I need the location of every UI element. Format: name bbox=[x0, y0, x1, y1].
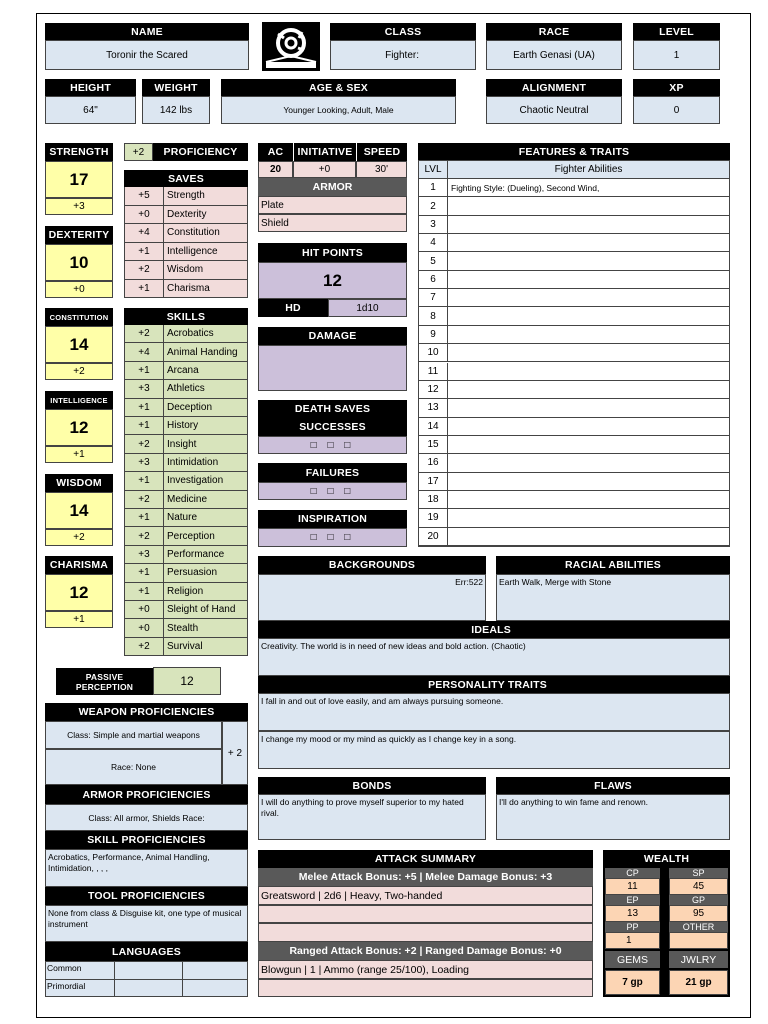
ability-modifier-5[interactable]: +1 bbox=[45, 611, 113, 628]
wealth-header: WEALTH bbox=[603, 850, 730, 868]
skill-mod: +2 bbox=[125, 435, 164, 452]
skill-row[interactable] bbox=[124, 325, 248, 343]
skill-mod: +1 bbox=[125, 564, 164, 581]
alignment-header: ALIGNMENT bbox=[486, 79, 622, 96]
ability-modifier-2[interactable]: +2 bbox=[45, 363, 113, 380]
ranged-weapon-row-empty[interactable] bbox=[258, 979, 593, 997]
skill-row[interactable] bbox=[124, 435, 248, 453]
skills-header: SKILLS bbox=[124, 308, 248, 325]
feature-row[interactable] bbox=[419, 454, 729, 472]
failures-header: FAILURES bbox=[258, 463, 407, 482]
damage-header: DAMAGE bbox=[258, 327, 407, 345]
sp-value[interactable]: 45 bbox=[669, 878, 728, 895]
skill-mod: +3 bbox=[125, 380, 164, 397]
gems-label: GEMS bbox=[605, 951, 660, 968]
agesex-field[interactable]: Younger Looking, Adult, Male bbox=[221, 96, 456, 124]
skill-name: Insight bbox=[167, 438, 197, 450]
hp-header: HIT POINTS bbox=[258, 243, 407, 262]
feature-text bbox=[448, 216, 729, 233]
ranged-weapon-row[interactable]: Blowgun | 1 | Ammo (range 25/100), Loading bbox=[258, 960, 593, 979]
skill-name: Medicine bbox=[167, 493, 208, 505]
passive-label: PASSIVE bbox=[85, 671, 124, 682]
skill-row[interactable] bbox=[124, 472, 248, 490]
feature-text bbox=[448, 289, 729, 306]
feature-row[interactable] bbox=[419, 326, 729, 344]
feature-level: 8 bbox=[419, 307, 448, 324]
level-field[interactable]: 1 bbox=[633, 40, 720, 70]
feature-row[interactable] bbox=[419, 436, 729, 454]
ability-score-4[interactable]: 14 bbox=[45, 492, 113, 529]
pp-value[interactable]: 1 bbox=[605, 932, 660, 949]
bonds-header: BONDS bbox=[258, 777, 486, 794]
feature-row[interactable] bbox=[419, 307, 729, 325]
hp-value[interactable]: 12 bbox=[258, 262, 407, 299]
ability-label-2: CONSTITUTION bbox=[45, 308, 113, 326]
feature-text bbox=[448, 363, 729, 380]
flaws-field[interactable]: I'll do anything to win fame and renown. bbox=[496, 794, 730, 840]
save-row[interactable] bbox=[124, 261, 248, 280]
fighter-abilities-label: Fighter Abilities bbox=[554, 164, 623, 175]
save-mod: +0 bbox=[125, 206, 164, 224]
armor-prof-field[interactable]: Class: All armor, Shields Race: bbox=[45, 804, 248, 831]
feature-row[interactable] bbox=[419, 509, 729, 527]
feature-text bbox=[448, 436, 729, 453]
feature-level: 14 bbox=[419, 418, 448, 435]
armor-item[interactable]: Plate bbox=[258, 196, 407, 214]
skill-name: Nature bbox=[167, 512, 198, 524]
feature-level: 10 bbox=[419, 344, 448, 361]
feature-row[interactable] bbox=[419, 418, 729, 436]
feature-text bbox=[448, 344, 729, 361]
height-field[interactable]: 64" bbox=[45, 96, 136, 124]
feature-text bbox=[448, 491, 729, 508]
ability-label-5: CHARISMA bbox=[45, 556, 113, 574]
ability-label-1: DEXTERITY bbox=[45, 226, 113, 244]
skill-row[interactable] bbox=[124, 619, 248, 637]
melee-weapon-row-empty[interactable] bbox=[258, 923, 593, 942]
level-header: LEVEL bbox=[633, 23, 720, 40]
feature-text bbox=[448, 381, 729, 398]
melee-bonus-bar: Melee Attack Bonus: +5 | Melee Damage Bonus: +3 bbox=[258, 868, 593, 886]
save-name: Constitution bbox=[167, 227, 220, 239]
feature-level: 9 bbox=[419, 326, 448, 343]
save-row[interactable] bbox=[124, 224, 248, 243]
feature-level: 6 bbox=[419, 271, 448, 288]
feature-row[interactable] bbox=[419, 528, 729, 546]
ability-label-0: STRENGTH bbox=[45, 143, 113, 161]
gp-value[interactable]: 95 bbox=[669, 905, 728, 922]
feature-row[interactable] bbox=[419, 252, 729, 270]
skill-row[interactable] bbox=[124, 454, 248, 472]
language-item[interactable]: Primordial bbox=[47, 981, 86, 991]
personality-header: PERSONALITY TRAITS bbox=[258, 676, 730, 693]
melee-weapon-row-empty[interactable] bbox=[258, 905, 593, 923]
skill-row[interactable] bbox=[124, 527, 248, 545]
failures-checkboxes[interactable]: □ □ □ bbox=[258, 482, 407, 500]
successes-checkboxes[interactable]: □ □ □ bbox=[258, 436, 407, 454]
feature-level: 1 bbox=[419, 179, 448, 196]
ideals-field[interactable]: Creativity. The world is in need of new ideas and bold action. (Chaotic) bbox=[258, 638, 730, 676]
feature-row[interactable] bbox=[419, 344, 729, 362]
gems-value[interactable]: 7 gp bbox=[605, 970, 660, 995]
weight-header: WEIGHT bbox=[142, 79, 210, 96]
feature-level: 13 bbox=[419, 399, 448, 416]
backgrounds-field[interactable]: Err:522 bbox=[258, 574, 486, 621]
ability-label-4: WISDOM bbox=[45, 474, 113, 492]
skill-name: Arcana bbox=[167, 364, 199, 376]
ability-label-3: INTELLIGENCE bbox=[45, 391, 113, 409]
skill-mod: +4 bbox=[125, 343, 164, 360]
skill-row[interactable] bbox=[124, 362, 248, 380]
personality-field-1[interactable]: I fall in and out of love easily, and am always pursuing someone. bbox=[258, 693, 730, 731]
ideals-header: IDEALS bbox=[258, 621, 730, 638]
tool-prof-field[interactable]: None from class & Disguise kit, one type of musical instrument bbox=[45, 905, 248, 942]
inspiration-checkboxes[interactable]: □ □ □ bbox=[258, 528, 407, 547]
feature-row[interactable] bbox=[419, 216, 729, 234]
feature-row[interactable] bbox=[419, 473, 729, 491]
skill-mod: +2 bbox=[125, 638, 164, 655]
ability-score-5[interactable]: 12 bbox=[45, 574, 113, 611]
feature-level: 5 bbox=[419, 252, 448, 269]
attack-summary-header: ATTACK SUMMARY bbox=[258, 850, 593, 868]
skill-name: Religion bbox=[167, 585, 204, 597]
feature-level: 18 bbox=[419, 491, 448, 508]
feature-text bbox=[448, 252, 729, 269]
feature-row[interactable] bbox=[419, 234, 729, 252]
skill-row[interactable] bbox=[124, 380, 248, 398]
melee-weapon-row[interactable]: Greatsword | 2d6 | Heavy, Two-handed bbox=[258, 886, 593, 905]
skill-mod: +3 bbox=[125, 546, 164, 563]
skill-row[interactable] bbox=[124, 601, 248, 619]
skill-mod: +2 bbox=[125, 491, 164, 508]
passive-perception-label bbox=[56, 668, 153, 695]
feature-level: 17 bbox=[419, 473, 448, 490]
ability-score-0[interactable]: 17 bbox=[45, 161, 113, 198]
feature-text bbox=[448, 326, 729, 343]
skill-name: Sleight of Hand bbox=[167, 604, 236, 616]
ability-modifier-1[interactable]: +0 bbox=[45, 281, 113, 298]
skill-mod: +0 bbox=[125, 601, 164, 618]
save-row[interactable] bbox=[124, 206, 248, 225]
skill-mod: +2 bbox=[125, 527, 164, 544]
skill-name: Acrobatics bbox=[167, 328, 214, 340]
skill-name: Intimidation bbox=[167, 456, 219, 468]
save-name: Intelligence bbox=[167, 245, 218, 257]
skill-name: Survival bbox=[167, 640, 203, 652]
speed-header: SPEED bbox=[356, 143, 407, 161]
bonds-field[interactable]: I will do anything to prove myself superior to my hated rival. bbox=[258, 794, 486, 840]
languages-table bbox=[45, 961, 248, 997]
ranged-bonus-bar: Ranged Attack Bonus: +2 | Ranged Damage Bonus: +0 bbox=[258, 942, 593, 960]
skill-row[interactable] bbox=[124, 564, 248, 582]
skill-mod: +0 bbox=[125, 619, 164, 636]
feature-row[interactable] bbox=[419, 399, 729, 417]
skill-mod: +1 bbox=[125, 362, 164, 379]
feature-level: 15 bbox=[419, 436, 448, 453]
skill-mod: +1 bbox=[125, 417, 164, 434]
save-row[interactable] bbox=[124, 187, 248, 206]
cp-value[interactable]: 11 bbox=[605, 878, 660, 895]
flaws-header: FLAWS bbox=[496, 777, 730, 794]
save-mod: +5 bbox=[125, 187, 164, 205]
damage-field[interactable] bbox=[258, 345, 407, 391]
ability-modifier-0[interactable]: +3 bbox=[45, 198, 113, 215]
jwlry-label: JWLRY bbox=[669, 951, 728, 968]
race-header: RACE bbox=[486, 23, 622, 40]
xp-header: XP bbox=[633, 79, 720, 96]
feature-level: 11 bbox=[419, 363, 448, 380]
skill-mod: +2 bbox=[125, 325, 164, 342]
hd-label: HD bbox=[258, 299, 328, 317]
pp-label: PP bbox=[605, 922, 660, 932]
features-header: FEATURES & TRAITS bbox=[418, 143, 730, 160]
saves-header: SAVES bbox=[124, 170, 248, 187]
ac-header: AC bbox=[258, 143, 293, 161]
skill-name: History bbox=[167, 420, 199, 432]
skill-mod: +1 bbox=[125, 399, 164, 416]
feature-text bbox=[448, 509, 729, 526]
ep-label: EP bbox=[605, 895, 660, 905]
sp-label: SP bbox=[669, 868, 728, 878]
feature-text bbox=[448, 234, 729, 251]
race-field[interactable]: Earth Genasi (UA) bbox=[486, 40, 622, 70]
skill-mod: +1 bbox=[125, 509, 164, 526]
xp-field[interactable]: 0 bbox=[633, 96, 720, 124]
skill-mod: +3 bbox=[125, 454, 164, 471]
skill-row[interactable] bbox=[124, 546, 248, 564]
backgrounds-header: BACKGROUNDS bbox=[258, 556, 486, 574]
logo bbox=[262, 22, 320, 71]
feature-row[interactable] bbox=[419, 179, 729, 197]
skill-name: Persuasion bbox=[167, 567, 218, 579]
class-field[interactable]: Fighter: bbox=[330, 40, 476, 70]
other-label: OTHER bbox=[669, 922, 728, 932]
skill-name: Performance bbox=[167, 548, 225, 560]
features-table bbox=[418, 179, 730, 547]
dragon-logo-icon bbox=[262, 22, 320, 71]
feature-level: 4 bbox=[419, 234, 448, 251]
jwlry-value[interactable]: 21 gp bbox=[669, 970, 728, 995]
skill-mod: +1 bbox=[125, 583, 164, 600]
ep-value[interactable]: 13 bbox=[605, 905, 660, 922]
feature-level: 2 bbox=[419, 197, 448, 214]
feature-text bbox=[448, 454, 729, 471]
proficiency-label: PROFICIENCY bbox=[153, 143, 248, 161]
skill-row[interactable] bbox=[124, 583, 248, 601]
ability-score-1[interactable]: 10 bbox=[45, 244, 113, 281]
save-mod: +1 bbox=[125, 243, 164, 261]
speed-value[interactable]: 30' bbox=[356, 161, 407, 178]
skill-row[interactable] bbox=[124, 417, 248, 435]
feature-level: 7 bbox=[419, 289, 448, 306]
gp-label: GP bbox=[669, 895, 728, 905]
feature-level: 12 bbox=[419, 381, 448, 398]
skill-row[interactable] bbox=[124, 509, 248, 527]
save-name: Strength bbox=[167, 190, 205, 202]
feature-level: 16 bbox=[419, 454, 448, 471]
feature-level: 20 bbox=[419, 528, 448, 545]
feature-row[interactable] bbox=[419, 197, 729, 215]
skill-name: Stealth bbox=[167, 622, 199, 634]
armor-header: ARMOR bbox=[258, 178, 407, 196]
skill-row[interactable] bbox=[124, 343, 248, 361]
armor-prof-header: ARMOR PROFICIENCIES bbox=[45, 785, 248, 804]
lvl-label: LVL bbox=[419, 161, 448, 178]
feature-text bbox=[448, 197, 729, 214]
weapon-prof-race[interactable]: Race: None bbox=[45, 749, 222, 785]
proficiency-value[interactable]: +2 bbox=[124, 143, 153, 161]
racial-header: RACIAL ABILITIES bbox=[496, 556, 730, 574]
ability-modifier-4[interactable]: +2 bbox=[45, 529, 113, 546]
ability-score-3[interactable]: 12 bbox=[45, 409, 113, 446]
features-subheader bbox=[418, 160, 730, 179]
language-item[interactable]: Common bbox=[47, 963, 82, 973]
skill-name: Deception bbox=[167, 401, 213, 413]
skill-mod: +1 bbox=[125, 472, 164, 489]
feature-row[interactable] bbox=[419, 363, 729, 381]
feature-row[interactable] bbox=[419, 491, 729, 509]
skill-row[interactable] bbox=[124, 491, 248, 509]
other-value[interactable] bbox=[669, 932, 728, 949]
alignment-field[interactable]: Chaotic Neutral bbox=[486, 96, 622, 124]
feature-text bbox=[448, 307, 729, 324]
ac-value[interactable]: 20 bbox=[258, 161, 293, 178]
save-mod: +1 bbox=[125, 280, 164, 298]
feature-text bbox=[448, 528, 729, 545]
cp-label: CP bbox=[605, 868, 660, 878]
feature-text bbox=[448, 271, 729, 288]
weapon-prof-class[interactable]: Class: Simple and martial weapons bbox=[45, 721, 222, 749]
feature-level: 3 bbox=[419, 216, 448, 233]
ability-modifier-3[interactable]: +1 bbox=[45, 446, 113, 463]
skill-name: Investigation bbox=[167, 475, 224, 487]
save-name: Charisma bbox=[167, 282, 210, 294]
weapon-prof-bonus[interactable]: + 2 bbox=[222, 721, 248, 785]
save-row[interactable] bbox=[124, 243, 248, 262]
death-saves-header: DEATH SAVES bbox=[258, 400, 407, 418]
skill-name: Animal Handing bbox=[167, 346, 238, 358]
personality-field-2[interactable]: I change my mood or my mind as quickly as I change key in a song. bbox=[258, 731, 730, 769]
feature-row[interactable] bbox=[419, 289, 729, 307]
feature-text: Fighting Style: (Dueling), Second Wind, bbox=[451, 182, 600, 193]
languages-header: LANGUAGES bbox=[45, 942, 248, 961]
save-mod: +4 bbox=[125, 224, 164, 242]
skill-name: Athletics bbox=[167, 383, 205, 395]
hd-value[interactable]: 1d10 bbox=[328, 299, 407, 317]
successes-header: SUCCESSES bbox=[258, 418, 407, 436]
inspiration-header: INSPIRATION bbox=[258, 510, 407, 528]
feature-text bbox=[448, 399, 729, 416]
height-header: HEIGHT bbox=[45, 79, 136, 96]
skill-row[interactable] bbox=[124, 399, 248, 417]
agesex-header: AGE & SEX bbox=[221, 79, 456, 96]
save-row[interactable] bbox=[124, 280, 248, 299]
weapon-prof-header: WEAPON PROFICIENCIES bbox=[45, 703, 248, 721]
racial-field[interactable]: Earth Walk, Merge with Stone bbox=[496, 574, 730, 621]
weight-field[interactable]: 142 lbs bbox=[142, 96, 210, 124]
feature-level: 19 bbox=[419, 509, 448, 526]
feature-row[interactable] bbox=[419, 271, 729, 289]
feature-row[interactable] bbox=[419, 381, 729, 399]
skill-prof-header: SKILL PROFICIENCIES bbox=[45, 831, 248, 849]
armor-item[interactable]: Shield bbox=[258, 214, 407, 232]
skill-prof-field[interactable]: Acrobatics, Performance, Animal Handling, Intimidation, , , , bbox=[45, 849, 248, 887]
save-name: Wisdom bbox=[167, 264, 204, 276]
ability-score-2[interactable]: 14 bbox=[45, 326, 113, 363]
name-field[interactable]: Toronir the Scared bbox=[45, 40, 249, 70]
initiative-value[interactable]: +0 bbox=[293, 161, 356, 178]
feature-text bbox=[448, 473, 729, 490]
name-header: NAME bbox=[45, 23, 249, 40]
skill-name: Perception bbox=[167, 530, 215, 542]
tool-prof-header: TOOL PROFICIENCIES bbox=[45, 887, 248, 905]
save-name: Dexterity bbox=[167, 208, 207, 220]
passive-perception-value[interactable]: 12 bbox=[153, 667, 221, 695]
initiative-header: INITIATIVE bbox=[293, 143, 356, 161]
feature-text bbox=[448, 418, 729, 435]
perception-label: PERCEPTION bbox=[75, 681, 134, 692]
class-header: CLASS bbox=[330, 23, 476, 40]
save-mod: +2 bbox=[125, 261, 164, 279]
skill-row[interactable] bbox=[124, 638, 248, 656]
